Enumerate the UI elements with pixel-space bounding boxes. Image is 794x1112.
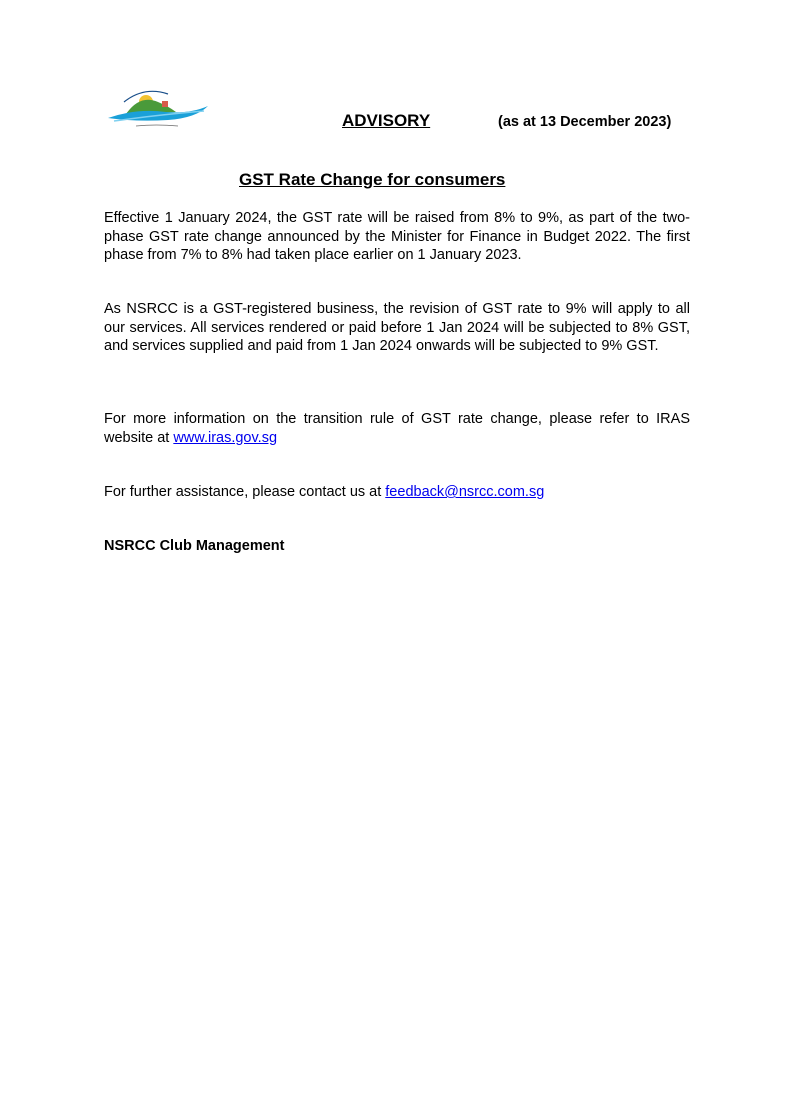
logo-graphic	[106, 84, 210, 130]
assistance-text: For further assistance, please contact us at	[104, 484, 386, 500]
nsrcc-logo	[106, 84, 210, 130]
advisory-label: ADVISORY	[342, 111, 431, 130]
as-at-date: (as at 13 December 2023)	[498, 114, 672, 130]
more-info-text: For more information on the transition rule of GST rate change, please refer to IRAS website at	[104, 411, 690, 446]
document-title: GST Rate Change for consumers	[239, 170, 506, 189]
paragraph-assistance	[104, 483, 690, 502]
iras-website-link[interactable]: www.iras.gov.sg	[173, 429, 278, 446]
paragraph-effective-date: Effective 1 January 2024, the GST rate will be raised from 8% to 9%, as part of the two-phase GST rate change announced by the Minister for Finance in Budget 2022. The first phase from 7% to 8% had taken place earlier on 1 January 2023.	[104, 210, 690, 263]
signoff: NSRCC Club Management	[104, 538, 285, 554]
logo-building	[162, 101, 168, 107]
paragraph-services: As NSRCC is a GST-registered business, the revision of GST rate to 9% will apply to all our services. All services rendered or paid before 1 Jan 2024 will be subjected to 8% GST, and services supplied and paid from 1 Jan 2024 onwards will be subjected to 9% GST.	[104, 301, 690, 354]
feedback-email-link[interactable]: feedback@nsrcc.com.sg	[385, 484, 545, 500]
paragraph-more-info	[104, 410, 690, 447]
logo-tagline-script	[136, 125, 178, 126]
